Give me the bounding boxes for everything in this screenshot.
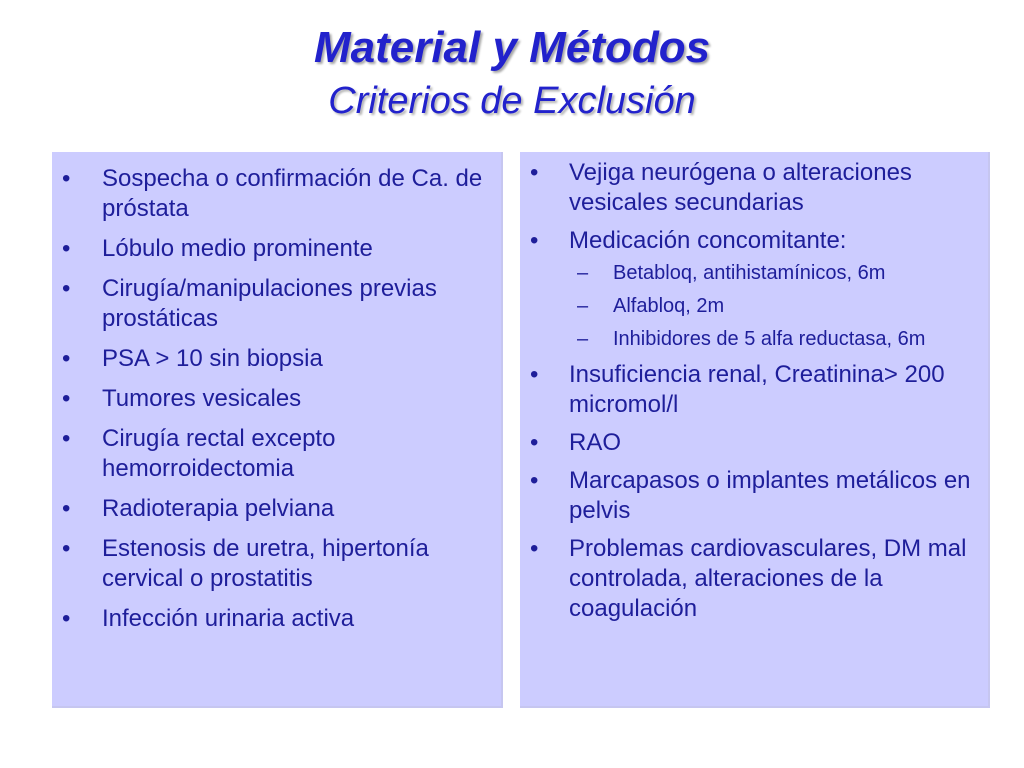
list-item: • Sospecha o confirmación de Ca. de próstata <box>52 164 501 224</box>
list-item-text: Medicación concomitante: <box>569 227 847 254</box>
slide-subtitle: Criterios de Exclusión <box>328 80 696 122</box>
sub-list-item: – Betabloq, antihistamínicos, 6m <box>567 260 988 286</box>
list-item <box>520 428 988 458</box>
list-item: • Cirugía rectal excepto hemorroidectomia <box>52 424 501 484</box>
list-item-text: Marcapasos o implantes metálicos en pelvis <box>569 467 971 524</box>
right-column-panel <box>520 152 990 708</box>
list-item-text: Insuficiencia renal, Creatinina> 200 micromol/l <box>569 361 945 418</box>
list-item: • Radioterapia pelviana <box>52 494 501 524</box>
list-item-text: RAO <box>569 429 622 456</box>
list-item <box>520 466 988 526</box>
list-item: • Estenosis de uretra, hipertonía cervical o prostatitis <box>52 534 501 594</box>
list-item <box>520 226 988 352</box>
sub-list-item: – Inhibidores de 5 alfa reductasa, 6m <box>567 326 988 352</box>
list-item: • PSA > 10 sin biopsia <box>52 344 501 374</box>
sub-bullet-list <box>569 260 988 352</box>
list-item: • Infección urinaria activa <box>52 604 501 634</box>
list-item-text: Problemas cardiovasculares, DM mal controlada, alteraciones de la coagulación <box>569 535 967 622</box>
list-item: • Cirugía/manipulaciones previas prostáticas <box>52 274 501 334</box>
sub-list-item: – Alfabloq, 2m <box>567 293 988 319</box>
list-item <box>520 158 988 218</box>
left-column-panel <box>52 152 503 708</box>
list-item-text: Vejiga neurógena o alteraciones vesicales secundarias <box>569 159 912 216</box>
left-bullet-list <box>52 152 501 634</box>
list-item <box>520 360 988 420</box>
list-item <box>520 534 988 624</box>
slide-title: Material y Métodos <box>313 23 711 72</box>
list-item: • Lóbulo medio prominente <box>52 234 501 264</box>
list-item: • Tumores vesicales <box>52 384 501 414</box>
right-bullet-list <box>520 152 988 624</box>
slide-header <box>0 22 1024 124</box>
